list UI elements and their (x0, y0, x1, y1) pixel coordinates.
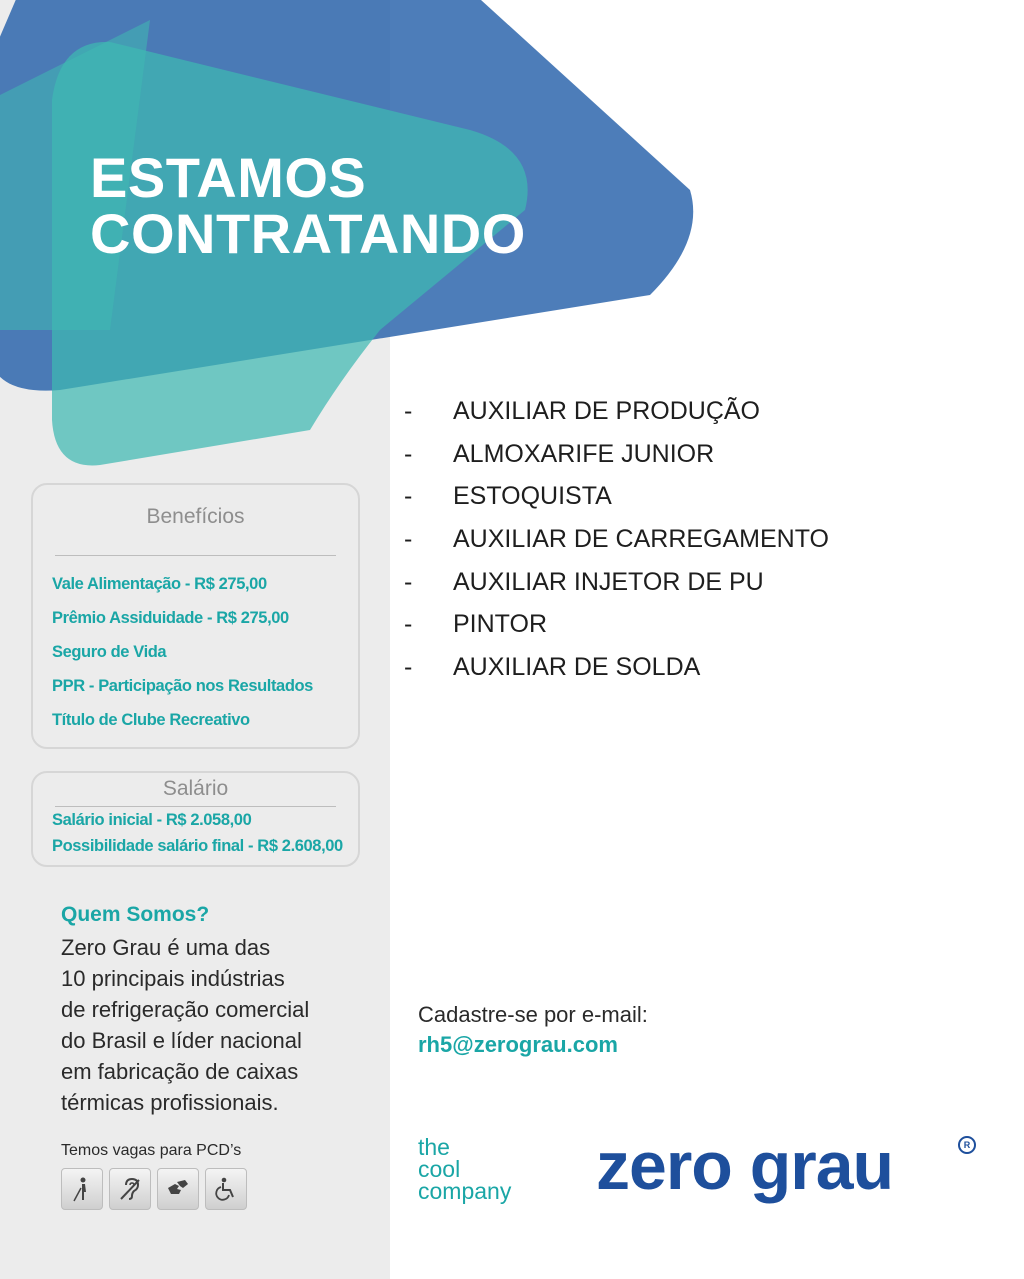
about-title: Quem Somos? (61, 903, 210, 926)
about-line: de refrigeração comercial (61, 997, 310, 1022)
benefit-item: Prêmio Assiduidade - R$ 275,00 (52, 609, 289, 627)
about-line: em fabricação de caixas (61, 1059, 299, 1084)
visual-impairment-icon (61, 1168, 103, 1210)
benefits-card (31, 483, 360, 749)
benefits-divider (55, 555, 336, 556)
job-dash: - (404, 397, 413, 425)
salary-item: Possibilidade salário final - R$ 2.608,00 (52, 837, 343, 855)
brand-logo: zero grau (596, 1128, 894, 1204)
tagline-line-2: cool (418, 1156, 461, 1182)
tagline-line-1: the (418, 1134, 450, 1160)
pcd-icons (61, 1168, 247, 1210)
tagline-logo (418, 1136, 511, 1202)
salary-item: Salário inicial - R$ 2.058,00 (52, 811, 252, 829)
salary-card (31, 771, 360, 867)
benefits-title: Benefícios (146, 505, 245, 528)
about-line: do Brasil e líder nacional (61, 1028, 302, 1053)
job-dash: - (404, 567, 413, 596)
pcd-label: Temos vagas para PCD’s (61, 1142, 242, 1159)
page-title (90, 146, 526, 265)
job-dash: - (404, 610, 413, 639)
benefit-item: Título de Clube Recreativo (52, 711, 250, 729)
about-line: Zero Grau é uma das (61, 935, 271, 960)
headline-line-2: CONTRATANDO (90, 202, 526, 265)
registered-mark-icon: R (958, 1136, 976, 1154)
job-label: AUXILIAR DE PRODUÇÃO (453, 397, 761, 425)
headline-line-1: ESTAMOS (90, 146, 367, 209)
job-dash: - (404, 525, 413, 554)
about-section (61, 902, 361, 1118)
job-label: ALMOXARIFE JUNIOR (453, 439, 715, 468)
job-label: AUXILIAR INJETOR DE PU (453, 567, 764, 596)
job-dash: - (404, 482, 413, 511)
tagline-line-3: company (418, 1178, 512, 1204)
job-label: AUXILIAR DE SOLDA (453, 653, 701, 682)
salary-divider (55, 806, 336, 807)
job-label: ESTOQUISTA (453, 482, 612, 511)
sign-language-icon (157, 1168, 199, 1210)
benefit-item: Vale Alimentação - R$ 275,00 (52, 575, 267, 593)
job-label: PINTOR (453, 610, 547, 639)
contact-label: Cadastre-se por e-mail: (418, 1002, 648, 1027)
hearing-impairment-icon (109, 1168, 151, 1210)
benefit-item: Seguro de Vida (52, 643, 167, 661)
salary-title: Salário (162, 777, 229, 800)
wheelchair-icon (205, 1168, 247, 1210)
about-line: térmicas profissionais. (61, 1090, 279, 1115)
about-line: 10 principais indústrias (61, 966, 285, 991)
job-label: AUXILIAR DE CARREGAMENTO (453, 525, 830, 554)
job-dash: - (404, 653, 413, 682)
benefit-item: PPR - Participação nos Resultados (52, 677, 313, 695)
job-dash: - (404, 439, 413, 468)
contact-email-link[interactable]: rh5@zerograu.com (418, 1032, 618, 1057)
